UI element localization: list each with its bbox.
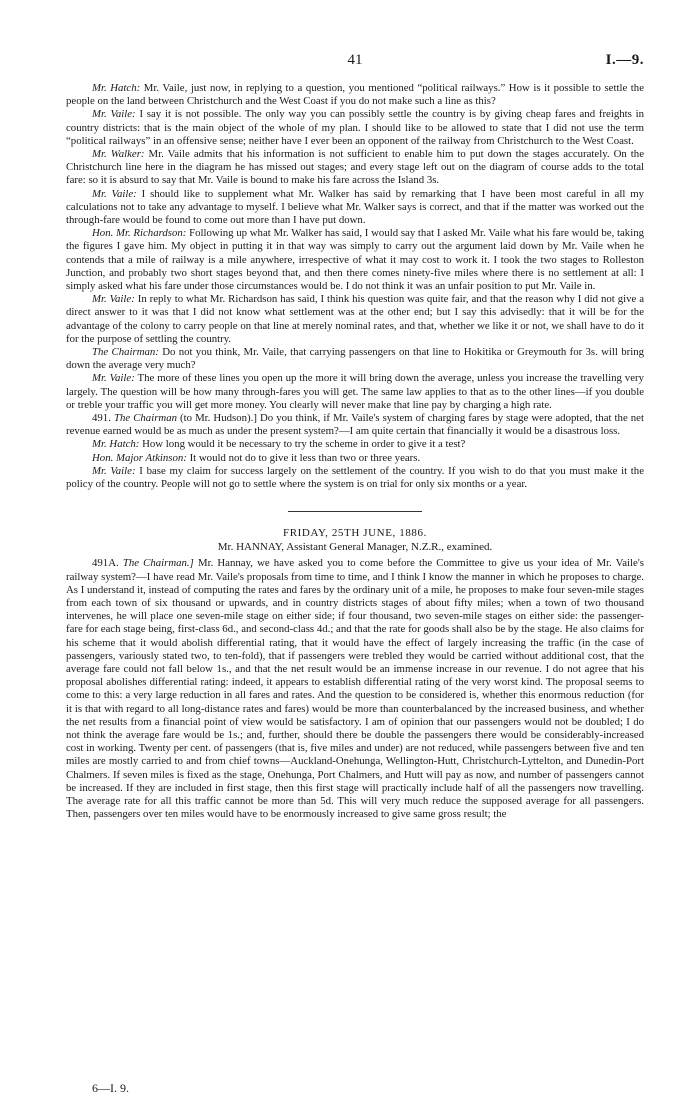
- addressee: (to Mr. Hudson).]: [180, 412, 257, 425]
- section-divider: [288, 511, 422, 512]
- signature-mark: 6—I. 9.: [92, 1081, 129, 1095]
- speaker: Hon. Major Atkinson:: [92, 451, 187, 464]
- statement: Following up what Mr. Walker has said, I would say that I asked Mr. Vaile what his fare would be, taking the figures I gave him. My object in putting it in that way was simply to carry out the argument laid down by Mr. Vaile when he contends that a mile of railway is a mile anywhere, irrespective of what it may cost to work it. I took the two stages to Rolleston Junction, and probably two short stages beyond that, and then there comes ninety-five miles where there is no settlement at all: I simply asked what his fare under those circumstances would be. I do not think it was an unfair position to put Mr. Vaile in.: [66, 227, 644, 293]
- speaker: Mr. Vaile:: [92, 372, 135, 385]
- speaker: The Chairman.]: [122, 557, 194, 570]
- testimony-block-1: [66, 82, 644, 412]
- testimony-paragraph: [66, 148, 644, 188]
- question-number: 491.: [92, 412, 111, 425]
- speaker: Hon. Mr. Richardson:: [92, 227, 187, 240]
- document-reference: I.—9.: [605, 52, 644, 68]
- testimony-paragraph: [66, 293, 644, 346]
- statement: How long would it be necessary to try the scheme in order to give it a test?: [142, 438, 466, 451]
- testimony-paragraph: [66, 108, 644, 148]
- statement: Do you think, if Mr. Vaile's system of charging fares by stage were adopted, that the net revenue earned would be as much as under the present system?—I am quite certain that financially it would be a disastrous loss.: [66, 412, 644, 438]
- speaker: The Chairman: [113, 412, 177, 425]
- statement: I say it is not possible. The only way you can possibly settle the country is by giving cheap fares and freights in country districts: that is the main object of the whole of my plan. I should like to be allowed to state that I did not use the term “political railways” in an offensive sense; neither have I ever been an opponent of the railway from Christchurch to the West Coast.: [66, 108, 644, 147]
- statement: In reply to what Mr. Richardson has said, I think his question was quite fair, and that the reason why I did not give a direct answer to it was that I did not know what settlement was at the other end; but I say this advisedly: that it will be for the advantage of the colony to carry people on that line at merely nominal rates, and that, whether we like it or not, we shall have to do it for the purpose of settling the country.: [66, 293, 644, 345]
- testimony-paragraph: [66, 372, 644, 412]
- testimony-paragraph: [66, 346, 644, 372]
- speaker: Mr. Hatch:: [92, 82, 141, 94]
- testimony-paragraph: [66, 82, 644, 108]
- statement: Mr. Hannay, we have asked you to come before the Committee to give us your idea of Mr. Vaile's railway system?—I have read Mr. Vaile's proposals from time to time, and I think I know the manner in which he proposes to charge. As I understand it, instead of computing the rates and fares by the ordinary unit of a mile, he proposes to make four seven-mile stages from each town of six thousand or upwards, and in country districts stages of about fifty miles; when a town of two thousand intervenes, he will place one seven-mile stage on either side; if four thousand, two seven-mile stages on either side: the passenger-fare for each stage being, first-class 6d., and second-class 4d.; and that the rate for goods shall also be by the stage. He also claims for his scheme that it would abolish differential rating, that it would have the effect of largely increasing the traffic (in the case of passengers, variously stated two, to ten-fold), that if passengers were trebled they would be carried without additional cost, that the average fare could not fall below 1s., and that the net result would be an immense increase in our revenue. I do not agree that his proposal abolishes differential rating: indeed, it appears to establish differential rating of the very worst kind. The proposal seems to come to this: a very large reduction in all fares and rates. And the question to be considered is, whether this enormous reduction (for it is that with regard to all long-distance rates and fares) would be more than counterbalanced by the increased business, and whether the net results from a financial point of view would be satisfactory. I am of opinion that our passengers would not be doubled; I do not think the average fare would be 1s.; and, further, should there be double the passengers there would be considerably-increased cost in working. Twenty per cent. of passengers (that is, five miles and under) are not reduced, while passengers between five and ten miles are mostly carried to and from chief towns—Auckland-Onehunga, Wellington-Hutt, Christchurch-Lyttelton, and Dunedin-Port Chalmers. If seven miles is fixed as the stage, Onehunga, Port Chalmers, and Hutt will pay as now, and number of passengers cannot be increased. If they are included in first stage, then this first stage will practically include half of all the passengers now travelling. The average rate for all this traffic cannot be more than 5d. This will very much reduce the supposed average for all passengers. Then, passengers over ten miles would have to be enormously increased to give same gross result; the: [66, 557, 645, 821]
- session-date: FRIDAY, 25TH JUNE, 1886.: [283, 527, 427, 540]
- speaker: The Chairman:: [92, 346, 159, 359]
- statement: I base my claim for success largely on the settlement of the country. If you wish to do that you must make it the policy of the country. People will not go to settle where the system is on trial for only six months or a year.: [66, 464, 644, 491]
- statement: The more of these lines you open up the more it will bring down the average, unless you increase the travelling very largely. The question will be how many through-fares you will get. The same law applies to that as to the other lines—if you double or treble your traffic you will get more money. You clearly will never make that line pay by charging a high rate.: [66, 372, 644, 411]
- question-491: [66, 412, 644, 438]
- speaker: Mr. Walker:: [92, 148, 145, 161]
- question-number: 491A.: [92, 557, 119, 570]
- question-491a: [66, 557, 644, 821]
- statement: It would not do to give it less than two or three years.: [189, 451, 421, 464]
- page-header: [66, 52, 644, 74]
- testimony-paragraph: [66, 188, 644, 228]
- speaker: Mr. Vaile:: [92, 108, 136, 121]
- speaker: Mr. Hatch:: [92, 438, 140, 451]
- statement: Mr. Vaile admits that his information is not sufficient to enable him to put down the stages accurately. On the Christchurch line here in the diagram he has missed out stages; and every stage left out on the diagram of course adds to the total fare: so it is absurd to say that Mr. Vaile is bound to make his fare across the Island 3s.: [66, 148, 644, 187]
- testimony-paragraph: [66, 438, 644, 451]
- speaker: Mr. Vaile:: [92, 293, 135, 306]
- page-number: 41: [347, 52, 363, 68]
- witness-line: Mr. HANNAY, Assistant General Manager, N.Z.R., examined.: [217, 541, 493, 554]
- testimony-paragraph: [66, 452, 644, 465]
- testimony-paragraph: [66, 227, 644, 293]
- testimony-block-2: [66, 438, 644, 491]
- speaker: Mr. Vaile:: [92, 464, 136, 477]
- statement: I should like to supplement what Mr. Walker has said by remarking that I have been most careful in all my calculations not to take any advantage to myself. I believe what Mr. Walker says is correct, and that if the matter was worked out the through-fare would be found to come out more than I have put down.: [66, 187, 644, 227]
- speaker: Mr. Vaile:: [92, 187, 137, 200]
- testimony-paragraph: [66, 465, 644, 491]
- statement: Mr. Vaile, just now, in replying to a question, you mentioned “political railways.” How is it possible to settle the people on the land between Christchurch and the West Coast if you do not make such a line as this?: [66, 82, 644, 108]
- document-body: [66, 82, 644, 821]
- statement: Do not you think, Mr. Vaile, that carrying passengers on that line to Hokitika or Greymouth for 3s. will bring down the average very much?: [66, 346, 644, 372]
